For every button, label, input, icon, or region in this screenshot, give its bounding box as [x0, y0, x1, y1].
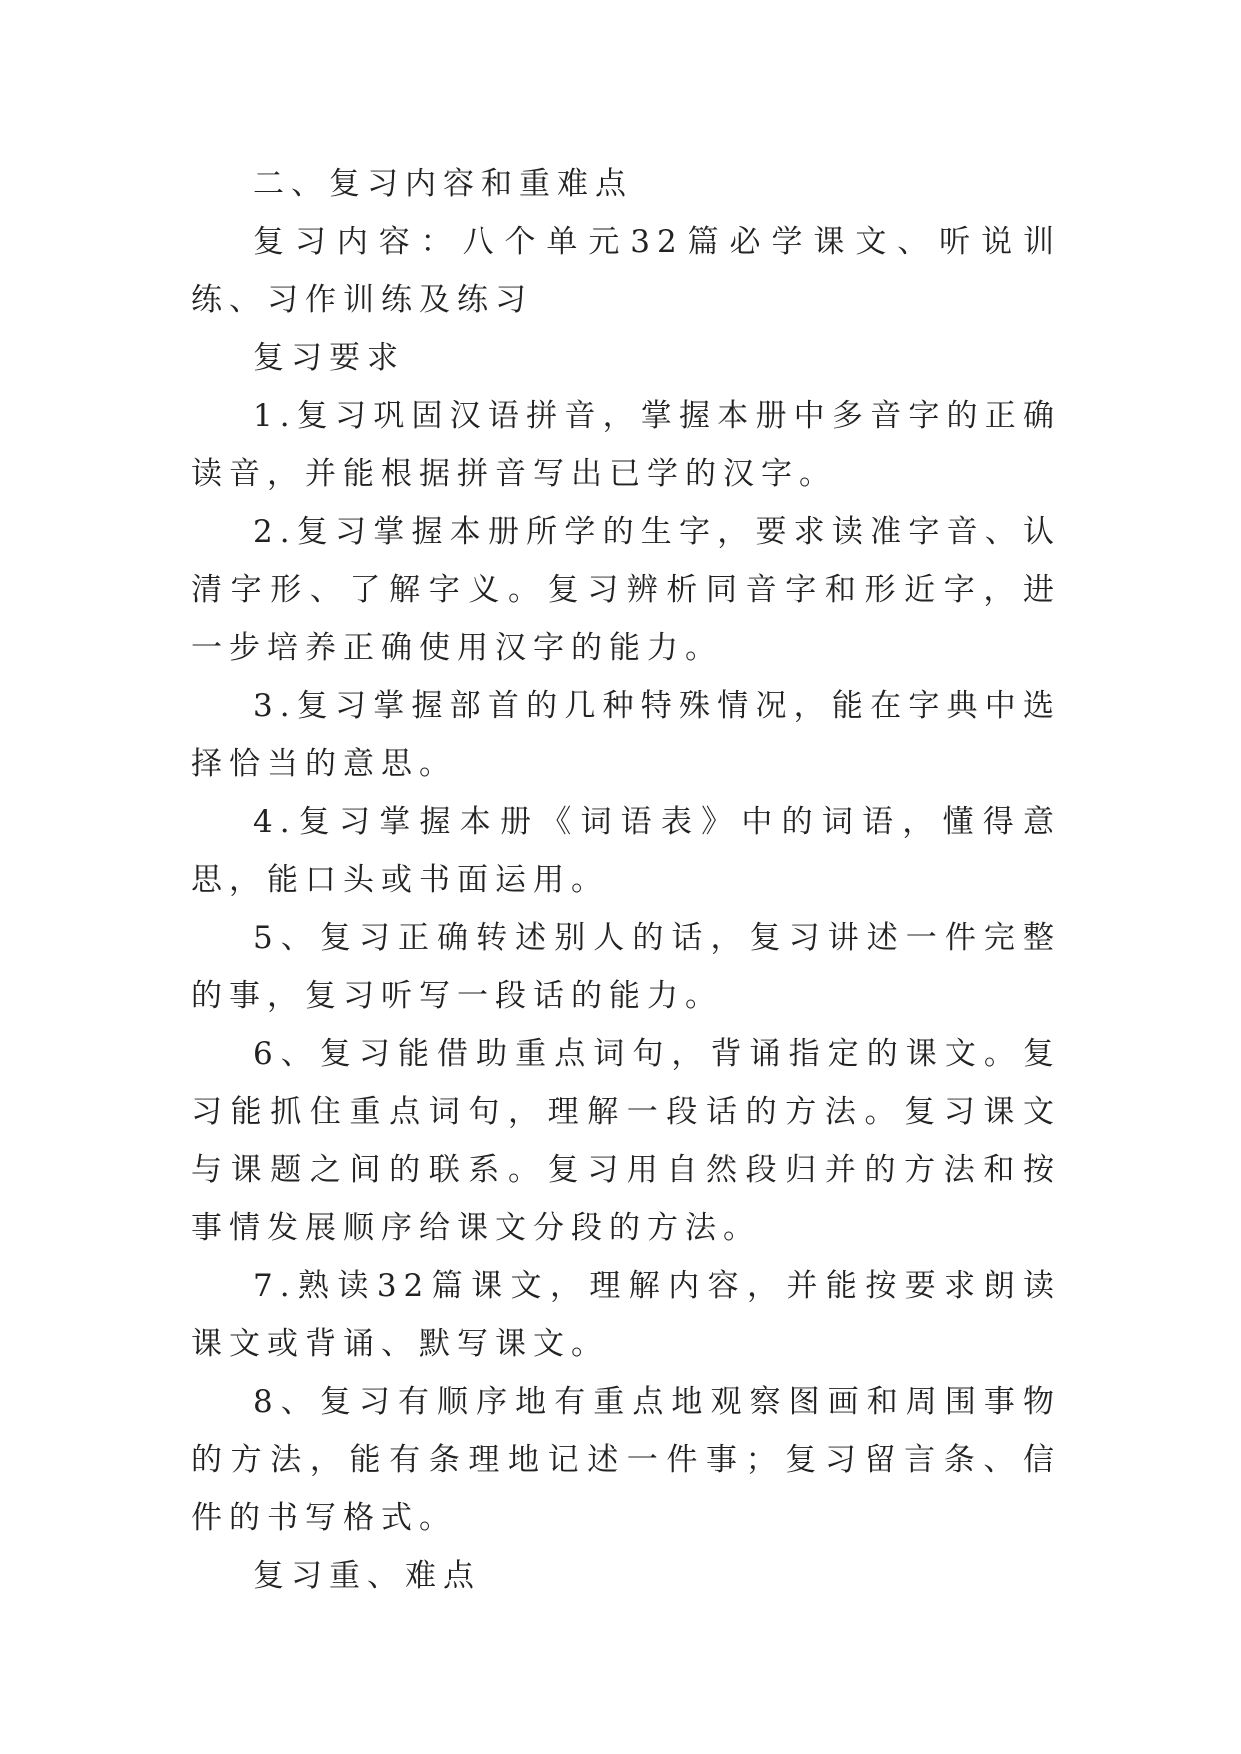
key-difficulties-heading: 复习重、难点 — [253, 1558, 481, 1594]
requirement-item-7: 7.熟读32篇课文，理解内容，并能按要求朗读课文或背诵、默写课文。 — [191, 1268, 1061, 1362]
requirement-item-4: 4.复习掌握本册《词语表》中的词语，懂得意思，能口头或书面运用。 — [191, 804, 1061, 898]
requirement-item-3: 3.复习掌握部首的几种特殊情况，能在字典中选择恰当的意思。 — [191, 688, 1061, 782]
review-requirements-heading: 复习要求 — [253, 340, 405, 376]
requirement-item-8: 8、复习有顺序地有重点地观察图画和周围事物的方法，能有条理地记述一件事；复习留言条、信件的书写格式。 — [191, 1384, 1061, 1536]
document-body — [191, 155, 1061, 1605]
requirement-item-5: 5、复习正确转述别人的话，复习讲述一件完整的事，复习听写一段话的能力。 — [191, 920, 1061, 1014]
requirement-item-2: 2.复习掌握本册所学的生字，要求读准字音、认清字形、了解字义。复习辨析同音字和形近字，进一步培养正确使用汉字的能力。 — [191, 514, 1061, 666]
section-heading: 二、复习内容和重难点 — [253, 166, 633, 202]
requirement-item-1: 1.复习巩固汉语拼音，掌握本册中多音字的正确读音，并能根据拼音写出已学的汉字。 — [191, 398, 1061, 492]
review-content-paragraph: 复习内容：八个单元32篇必学课文、听说训练、习作训练及练习 — [191, 224, 1061, 318]
requirement-item-6: 6、复习能借助重点词句，背诵指定的课文。复习能抓住重点词句，理解一段话的方法。复习课文与课题之间的联系。复习用自然段归并的方法和按事情发展顺序给课文分段的方法。 — [191, 1036, 1061, 1246]
